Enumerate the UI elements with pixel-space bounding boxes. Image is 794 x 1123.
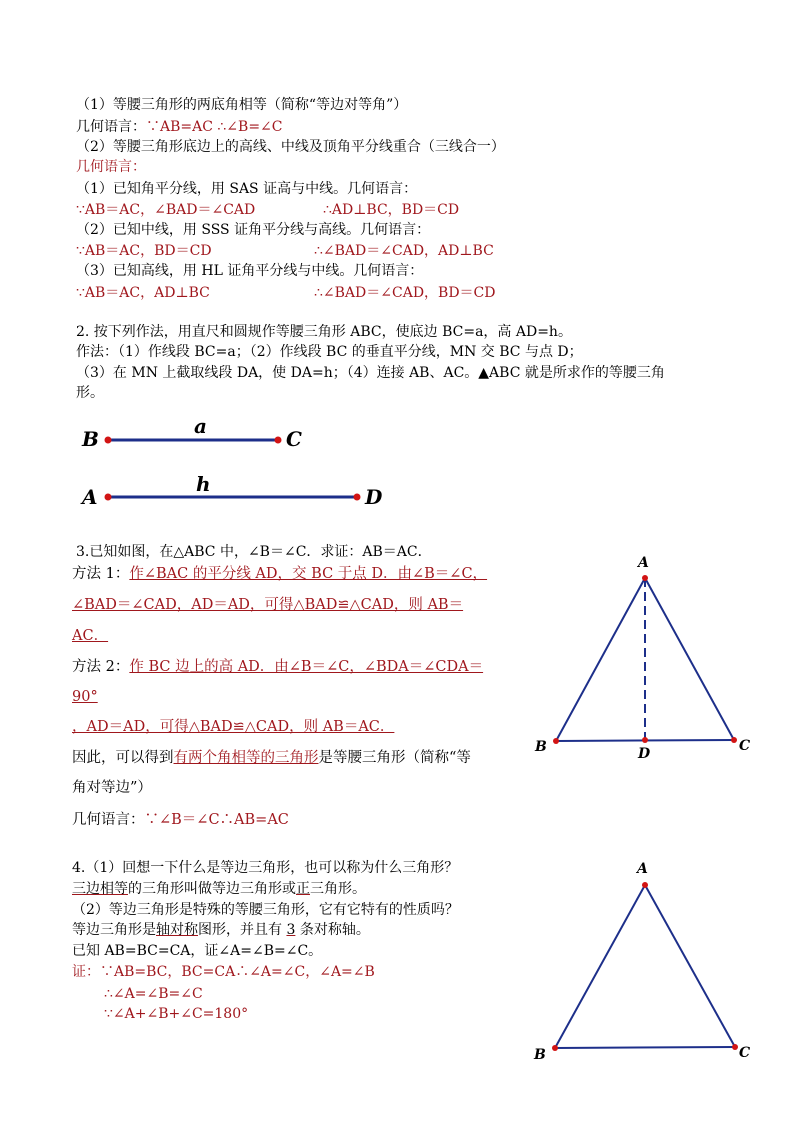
s1-line6a: ∵AB＝AC，∠BAD＝∠CAD bbox=[76, 202, 256, 218]
s2-line3: （3）在 MN 上截取线段 DA，使 DA=h；（4）连接 AB、AC。▲ABC 就是所求作的等腰三角 bbox=[76, 365, 665, 381]
tri2-side-bc bbox=[555, 1047, 735, 1048]
s3-method1-b: ∠BAD＝∠CAD，AD＝AD，可得△BAD≌△CAD，则 AB＝ bbox=[72, 597, 464, 613]
s4-line1: 4.（1）回想一下什么是等边三角形，也可以称为什么三角形？ bbox=[72, 860, 459, 876]
s3-method2-a: 作 BC 边上的高 AD．由∠B＝∠C，∠BDA＝∠CDA＝ bbox=[129, 659, 484, 675]
s3-geometry-red: ∵∠B＝∠C∴AB=AC bbox=[144, 812, 289, 828]
tri2-label-b: B bbox=[534, 1047, 546, 1063]
s4-line4-b: 图形，并且有 bbox=[198, 922, 287, 938]
s1-line3: （2）等腰三角形底边上的高线、中线及顶角平分线重合（三线合一） bbox=[76, 139, 505, 155]
s1-line5: （1）已知角平分线，用 SAS 证高与中线。几何语言： bbox=[76, 181, 418, 197]
seg2-right-label: D bbox=[365, 485, 383, 509]
seg1-right-label: C bbox=[286, 427, 302, 451]
s4-line4-u1: 轴对称 bbox=[156, 922, 198, 938]
s3-method2-b: 90° bbox=[72, 689, 98, 705]
s4-line4-c: 条对称轴。 bbox=[295, 922, 370, 938]
tri1-label-a: A bbox=[638, 555, 649, 571]
s1-line8b: ∴∠BAD＝∠CAD，AD⊥BC bbox=[314, 243, 494, 259]
tri2-point-c bbox=[732, 1044, 738, 1050]
tri2-side-ab bbox=[555, 885, 645, 1048]
s3-conclusion2: 角对等边”） bbox=[72, 780, 152, 796]
tri2-point-a bbox=[642, 882, 648, 888]
s4-line5: 已知 AB=BC=CA，证∠A=∠B=∠C。 bbox=[72, 943, 323, 959]
seg1-mid-label: a bbox=[194, 414, 207, 438]
s3-geometry-prefix: 几何语言： bbox=[72, 812, 145, 828]
tri2-label-c: C bbox=[739, 1045, 751, 1061]
s2-line2: 作法：（1）作线段 BC=a；（2）作线段 BC 的垂直平分线，MN 交 BC 与点 D； bbox=[76, 344, 583, 360]
s4-line2-mid: 的三角形叫做等边三角形或 bbox=[128, 881, 296, 897]
s3-method1-prefix: 方法 1： bbox=[72, 566, 130, 582]
s1-line4: 几何语言： bbox=[76, 159, 146, 175]
seg2-mid-label: h bbox=[196, 472, 211, 496]
seg2-left-label: A bbox=[82, 485, 98, 509]
s2-line4: 形。 bbox=[76, 385, 104, 401]
s4-proof3: ∵∠A+∠B+∠C=180° bbox=[104, 1006, 249, 1022]
s3-method2-prefix: 方法 2： bbox=[72, 659, 130, 675]
s1-line6b: ∴AD⊥BC，BD＝CD bbox=[323, 202, 460, 218]
s1-line7: （2）已知中线，用 SSS 证角平分线与高线。几何语言： bbox=[76, 222, 431, 238]
s3-line1: 3.已知如图，在△ABC 中，∠B＝∠C．求证：AB＝AC． bbox=[76, 544, 432, 560]
s3-method2-c: ，AD＝AD，可得△BAD≌△CAD，则 AB＝AC． bbox=[72, 719, 395, 735]
s4-proof1: 证：∵AB=BC，BC=CA∴∠A=∠C，∠A=∠B bbox=[72, 964, 375, 980]
s3-conclusion-red: 有两个角相等的三角形 bbox=[173, 750, 319, 766]
s1-line10b: ∴∠BAD＝∠CAD，BD＝CD bbox=[314, 285, 496, 301]
tri1-label-b: B bbox=[535, 739, 547, 755]
s1-line10a: ∵AB＝AC，AD⊥BC bbox=[76, 285, 210, 301]
s4-proof2: ∴∠A=∠B=∠C bbox=[104, 986, 203, 1002]
tri2-side-ac bbox=[645, 885, 735, 1047]
s1-line9: （3）已知高线，用 HL 证角平分线与中线。几何语言： bbox=[76, 263, 424, 279]
s1-line2-prefix: 几何语言： bbox=[76, 119, 146, 135]
tri2-point-b bbox=[552, 1045, 558, 1051]
s3-conclusion-prefix: 因此，可以得到 bbox=[72, 750, 174, 766]
tri2-label-a: A bbox=[637, 861, 648, 877]
tri1-label-d: D bbox=[638, 746, 651, 762]
s4-line2-u1: 三边相等 bbox=[72, 881, 128, 897]
s4-line3: （2）等边三角形是特殊的等腰三角形，它有它特有的性质吗？ bbox=[72, 902, 459, 918]
s4-line2-end: 三角形。 bbox=[310, 881, 366, 897]
s3-method1-c: AC． bbox=[72, 628, 109, 644]
s3-conclusion-suffix: 是等腰三角形（简称“等 bbox=[318, 750, 471, 766]
s1-line2-red: ∵AB=AC ∴∠B=∠C bbox=[146, 119, 283, 135]
s4-line2-u2: 正 bbox=[296, 881, 310, 897]
tri1-label-c: C bbox=[739, 738, 751, 754]
s4-line4-a: 等边三角形是 bbox=[72, 922, 156, 938]
s3-method1-a: 作∠BAC 的平分线 AD，交 BC 于点 D．由∠B＝∠C， bbox=[129, 566, 488, 582]
s4-line4-u2: 3 bbox=[286, 922, 296, 938]
s1-line1: （1）等腰三角形的两底角相等（简称“等边对等角”） bbox=[76, 97, 408, 113]
seg1-left-label: B bbox=[82, 427, 99, 451]
s1-line8a: ∵AB＝AC，BD＝CD bbox=[76, 243, 212, 259]
s2-line1: 2. 按下列作法，用直尺和圆规作等腰三角形 ABC，使底边 BC=a，高 AD=h。 bbox=[76, 324, 572, 340]
